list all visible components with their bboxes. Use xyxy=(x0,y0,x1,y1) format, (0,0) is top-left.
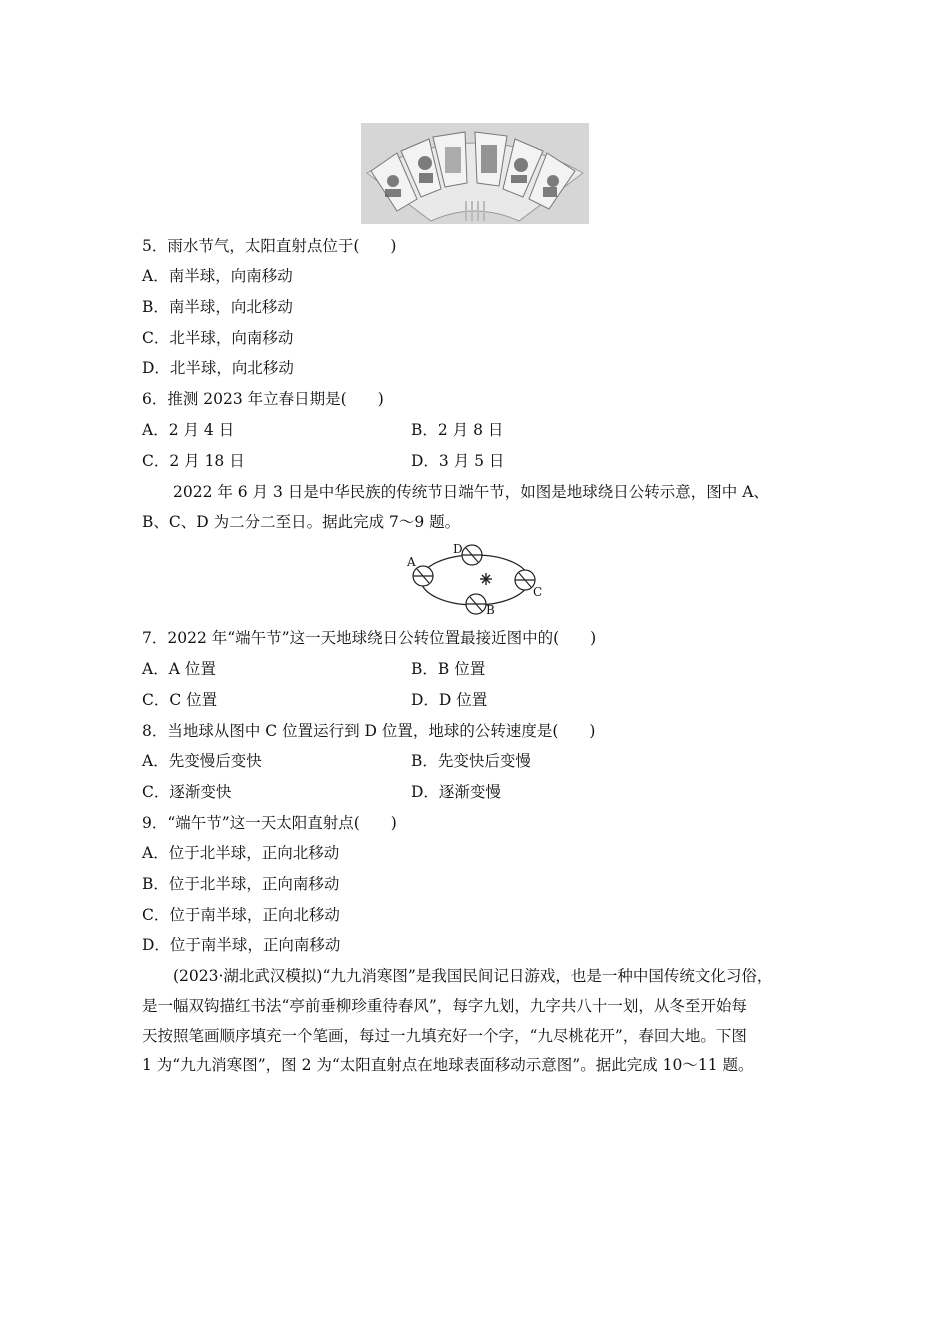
q6-option-c: C．2 月 18 日 xyxy=(142,452,245,470)
orbit-label-c: C xyxy=(533,585,543,599)
q9-stem: 9．“端午节”这一天太阳直射点( ) xyxy=(142,814,397,832)
q9-option-a: A．位于北半球，正向北移动 xyxy=(142,844,340,862)
intro-10-11-line-2: 是一幅双钩描红书法“亭前垂柳珍重待春风”，每字九划，九字共八十一划，从冬至开始每 xyxy=(142,997,747,1015)
intro-7-9-line-2: B、C、D 为二分二至日。据此完成 7～9 题。 xyxy=(142,513,461,531)
q8-option-a: A．先变慢后变快 xyxy=(142,752,262,770)
q7-option-b: B．B 位置 xyxy=(411,660,486,678)
orbit-label-d: D xyxy=(453,542,463,556)
q5-stem: 5．雨水节气，太阳直射点位于( ) xyxy=(142,237,397,255)
q5-option-d: D．北半球，向北移动 xyxy=(142,359,294,377)
q8-stem: 8．当地球从图中 C 位置运行到 D 位置，地球的公转速度是( ) xyxy=(142,722,596,740)
orbit-label-a: A xyxy=(407,555,416,569)
orbit-svg xyxy=(403,538,548,616)
q6-option-b: B．2 月 8 日 xyxy=(411,421,504,439)
q7-option-c: C．C 位置 xyxy=(142,691,218,709)
intro-10-11-line-1: (2023·湖北武汉模拟)“九九消寒图”是我国民间记日游戏，也是一种中国传统文化习俗， xyxy=(173,967,773,985)
earth-a-icon xyxy=(413,566,433,586)
orbit-label-b: B xyxy=(486,603,495,616)
q7-option-a: A．A 位置 xyxy=(142,660,216,678)
fan-illustration xyxy=(361,123,589,224)
q9-option-b: B．位于北半球，正向南移动 xyxy=(142,875,340,893)
q5-option-a: A．南半球，向南移动 xyxy=(142,267,293,285)
q6-option-d: D．3 月 5 日 xyxy=(411,452,505,470)
q8-option-d: D．逐渐变慢 xyxy=(411,783,501,801)
q6-stem: 6．推测 2023 年立春日期是( ) xyxy=(142,390,384,408)
earth-c-icon xyxy=(515,570,535,590)
q5-option-b: B．南半球，向北移动 xyxy=(142,298,293,316)
earth-d-icon xyxy=(462,545,482,565)
orbit-diagram xyxy=(403,538,548,616)
q8-option-c: C．逐渐变快 xyxy=(142,783,232,801)
q7-option-d: D．D 位置 xyxy=(411,691,488,709)
intro-10-11-line-3: 天按照笔画顺序填充一个笔画，每过一九填充好一个字，“九尽桃花开”，春回大地。下图 xyxy=(142,1027,747,1045)
q7-stem: 7．2022 年“端午节”这一天地球绕日公转位置最接近图中的( ) xyxy=(142,629,597,647)
intro-7-9-line-1: 2022 年 6 月 3 日是中华民族的传统节日端午节，如图是地球绕日公转示意，图中 A、 xyxy=(173,483,769,501)
q9-option-c: C．位于南半球，正向北移动 xyxy=(142,906,340,924)
stamp-fan-image xyxy=(361,123,589,224)
q6-option-a: A．2 月 4 日 xyxy=(142,421,235,439)
earth-b-icon xyxy=(466,594,486,614)
q9-option-d: D．位于南半球，正向南移动 xyxy=(142,936,341,954)
sun-icon xyxy=(480,573,492,585)
q5-option-c: C．北半球，向南移动 xyxy=(142,329,294,347)
q8-option-b: B．先变快后变慢 xyxy=(411,752,531,770)
intro-10-11-line-4: 1 为“九九消寒图”，图 2 为“太阳直射点在地球表面移动示意图”。据此完成 10～11 题。 xyxy=(142,1056,754,1074)
